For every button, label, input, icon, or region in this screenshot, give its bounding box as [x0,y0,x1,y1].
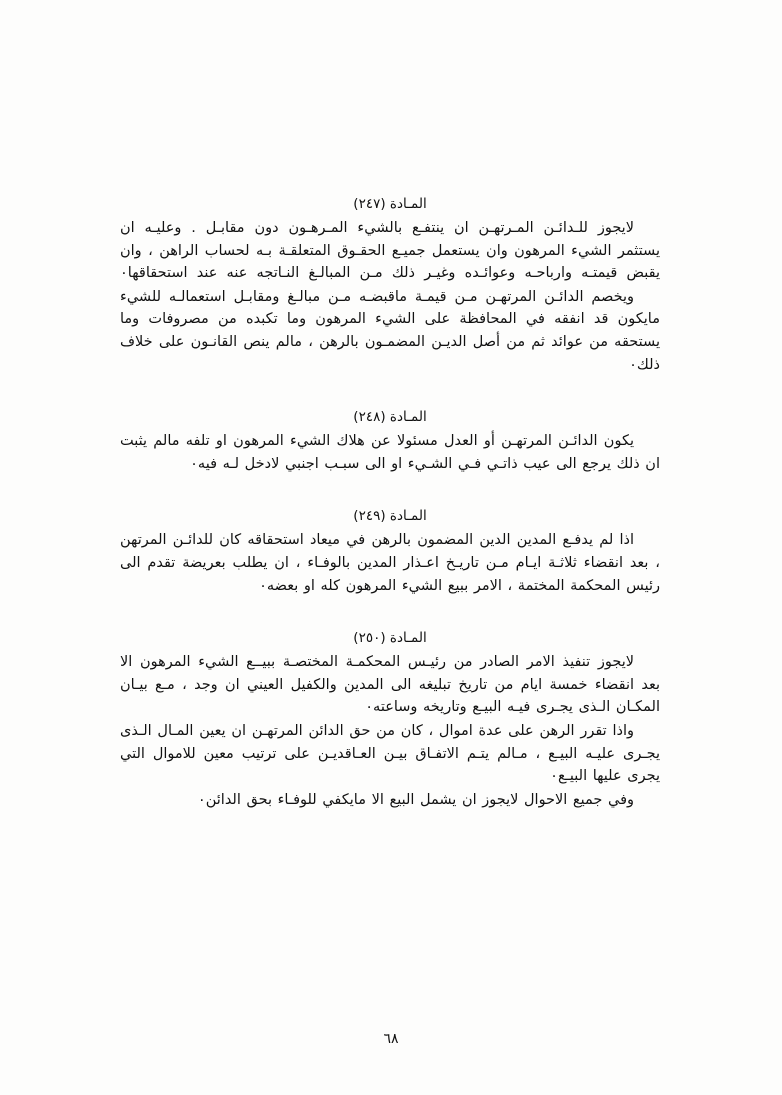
section-spacer [120,396,660,409]
article-heading: المـادة (٢٥٠) [353,630,427,647]
article-heading: المـادة (٢٤٩) [353,508,427,525]
section-spacer [120,617,660,630]
article-paragraph: لايجوز تنفيذ الامر الصادر من رئيـس المحكمـة المختصـة ببيــع الشيء المرهون الا بعد انقضاء خمسة ايام من تاريخ تبليغه الى المدين والكفيل العيني ان وجد ، مـع بيـان المكـان الـذى يجـرى فيـه البيـع وتاريخه وساعته٠ [120,654,660,716]
article-paragraph: ويخصم الدائـن المرتهـن مـن قيمـة ماقبضـه مـن مبالـغ ومقابـل استعمالـه للشيء مايكون قد انفقه في المحافظة على الشيء المرهون وما تكبده من مصروفات وما يستحقه من عوائد ثم من أصل الديـن المضمـون بالرهن ، مالم ينص القانـون على خلاف ذلك٠ [120,288,660,373]
article-block [120,630,660,811]
article-paragraph: وفي جميع الاحوال لايجوز ان يشمل البيع الا مايكفي للوفـاء بحق الدائن٠ [197,791,634,808]
article-block [120,409,660,475]
article-heading: المـادة (٢٤٨) [353,409,427,426]
section-spacer [120,495,660,508]
article-block [120,196,660,376]
page-number: ٦٨ [383,1031,399,1047]
article-paragraph: لايجوز للـدائـن المـرتهـن ان ينتفـع بالشيء المـرهـون دون مقابـل . وعليـه ان يستثمر الشيء المرهون وان يستعمل جميـع الحقـوق المتعلقـة بـه لحساب الراهن ، وان يقبض قيمتـه وارباحـه وعوائـده وغيـر ذلك مـن المبالـغ النـاتجه عنه عند استحقاقها٠ [120,220,660,282]
document-body [120,196,660,831]
article-paragraph: واذا تقرر الرهن على عدة اموال ، كان من حق الدائن المرتهـن ان يعين المـال الـذى يجـرى عليـه البيـع ، مـالم يتـم الاتفـاق بيـن العـاقديـن على ترتيب معين للاموال التي يجرى عليها البيـع٠ [120,722,660,785]
article-heading: المـادة (٢٤٧) [353,196,427,212]
article-block [120,508,660,597]
article-paragraph: اذا لم يدفـع المدين الدين المضمون بالرهن في ميعاد استحقاقه كان للدائـن المرتهن ، بعد انقضاء ثلاثـة ايـام مـن تاريـخ اعـذار المدين بالوفـاء ، ان يطلب بعريضة تقدم الى رئيس المحكمة المختمة ، الامر ببيع الشيء المرهون كله او بعضه٠ [120,532,660,594]
article-paragraph: يكون الدائـن المرتهـن أو العدل مسئولا عن هلاك الشيء المرهون او تلفه مالم يثبت ان ذلك يرجع الى عيب ذاتـي فـي الشـيء او الى سبـب اجنبي لادخل لـه فيه٠ [120,433,660,472]
